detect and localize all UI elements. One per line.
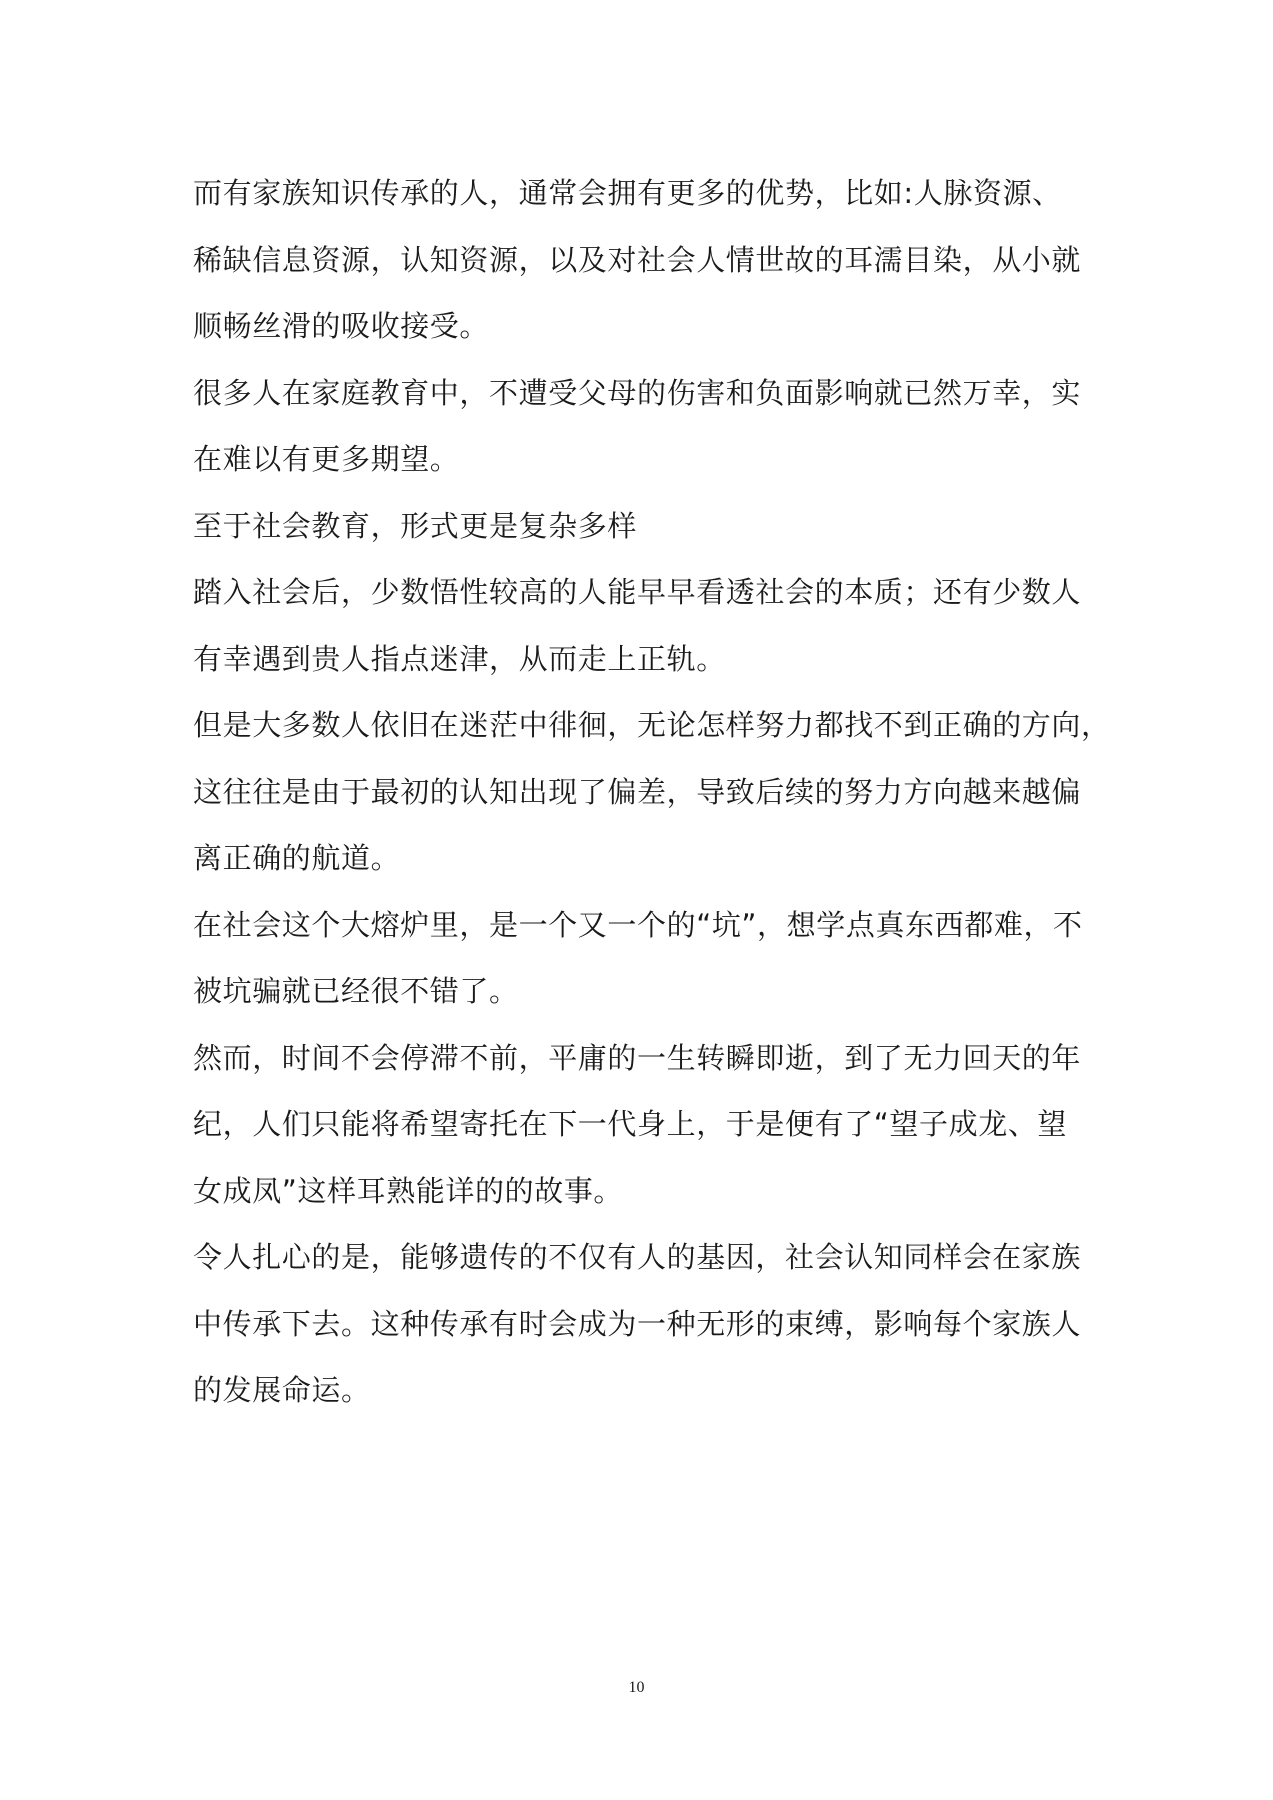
text-line: 纪，人们只能将希望寄托在下一代身上，于是便有了“望子成龙、望: [193, 1107, 1068, 1141]
text-line: 踏入社会后，少数悟性较高的人能早早看透社会的本质；还有少数人: [193, 575, 1082, 609]
paragraph-6: [193, 892, 1093, 1025]
page-number: 10: [628, 1679, 645, 1696]
text-line: 顺畅丝滑的吸收接受。: [193, 309, 490, 343]
text-line: 然而，时间不会停滞不前，平庸的一生转瞬即逝，到了无力回天的年: [193, 1040, 1082, 1075]
text-line: 但是大多数人依旧在迷茫中徘徊，无论怎样努力都找不到正确的方向，: [193, 708, 1111, 742]
paragraph-4: [193, 559, 1093, 692]
text-line: 这往往是由于最初的认知出现了偏差，导致后续的努力方向越来越偏: [193, 774, 1082, 809]
text-line: 而有家族知识传承的人，通常会拥有更多的优势，比如:人脉资源、: [193, 176, 1062, 210]
text-line: 很多人在家庭教育中，不遭受父母的伤害和负面影响就已然万幸，实: [193, 375, 1082, 410]
text-line: 至于社会教育，形式更是复杂多样: [193, 508, 638, 543]
paragraph-5: [193, 692, 1111, 892]
paragraph-1: [193, 160, 1093, 360]
paragraph-8: [193, 1224, 1093, 1424]
text-line: 稀缺信息资源，认知资源，以及对社会人情世故的耳濡目染，从小就: [193, 242, 1082, 277]
text-line: 令人扎心的是，能够遗传的不仅有人的基因，社会认知同样会在家族: [193, 1240, 1082, 1274]
text-line: 被坑骗就已经很不错了。: [193, 974, 519, 1008]
text-line: 中传承下去。这种传承有时会成为一种无形的束缚，影响每个家族人: [193, 1306, 1082, 1341]
paragraph-7: [193, 1025, 1093, 1225]
text-line: 女成凤”这样耳熟能详的的故事。: [193, 1173, 624, 1208]
body-text: [193, 160, 1111, 1424]
text-line: 的发展命运。: [193, 1373, 371, 1407]
text-line: 在社会这个大熔炉里，是一个又一个的“坑”，想学点真东西都难，不: [193, 907, 1083, 942]
text-line: 离正确的航道。: [193, 841, 401, 875]
paragraph-3: [193, 493, 1093, 560]
paragraph-2: [193, 360, 1093, 493]
text-line: 有幸遇到贵人指点迷津，从而走上正轨。: [193, 641, 726, 676]
text-line: 在难以有更多期望。: [193, 442, 460, 476]
